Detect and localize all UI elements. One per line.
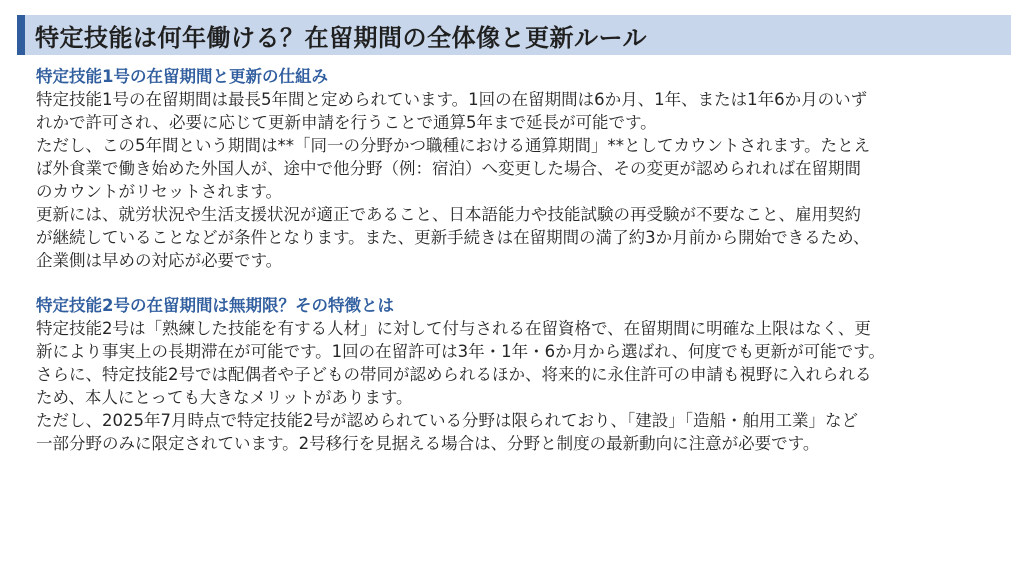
section-spacer <box>36 272 1010 295</box>
section-heading-tokutei-2: 特定技能2号の在留期間は無期限？その特徴とは <box>36 296 394 315</box>
paragraph: 特定技能2号は「熟練した技能を有する人材」に対して付与される在留資格で、在留期間に明確な上限はなく、更 新により事実上の長期滞在が可能です。1回の在留許可は3年・1年・6か月から選ばれ、何度でも更新が可能です。 さらに、特定技能2号では配偶者や子どもの帯同が認められるほか、将来的に永住許可の申請も視野に入れられる ため、本人にとっても大きなメリットがあります。 <box>36 319 885 407</box>
paragraph: 特定技能1号の在留期間は最長5年間と定められています。1回の在留期間は6か月、1年、または1年6か月のいず れかで許可され、必要に応じて更新申請を行うことで通算5年まで延長が可能です。 <box>36 90 868 132</box>
paragraph: ただし、この5年間という期間は**「同一の分野かつ職種における通算期間」**としてカウントされます。たとえ ば外食業で働き始めた外国人が、途中で他分野（例：宿泊）へ変更した場合、その変更が認められれば在留期間 のカウントがリセットされます。 <box>36 136 871 201</box>
title-bar <box>17 15 1011 55</box>
section-heading-tokutei-1: 特定技能1号の在留期間と更新の仕組み <box>36 67 328 86</box>
content-area <box>36 66 1010 455</box>
page-title: 特定技能は何年働ける？在留期間の全体像と更新ルール <box>35 23 648 52</box>
paragraph: 更新には、就労状況や生活支援状況が適正であること、日本語能力や技能試験の再受験が不要なこと、雇用契約 が継続していることなどが条件となります。また、更新手続きは在留期間の満了約3か月前から開始できるため、 企業側は早めの対応が必要です。 <box>36 205 870 270</box>
paragraph: ただし、2025年7月時点で特定技能2号が認められている分野は限られており、「建設」「造船・舶用工業」など 一部分野のみに限定されています。2号移行を見据える場合は、分野と制度の最新動向に注意が必要です。 <box>36 411 858 453</box>
